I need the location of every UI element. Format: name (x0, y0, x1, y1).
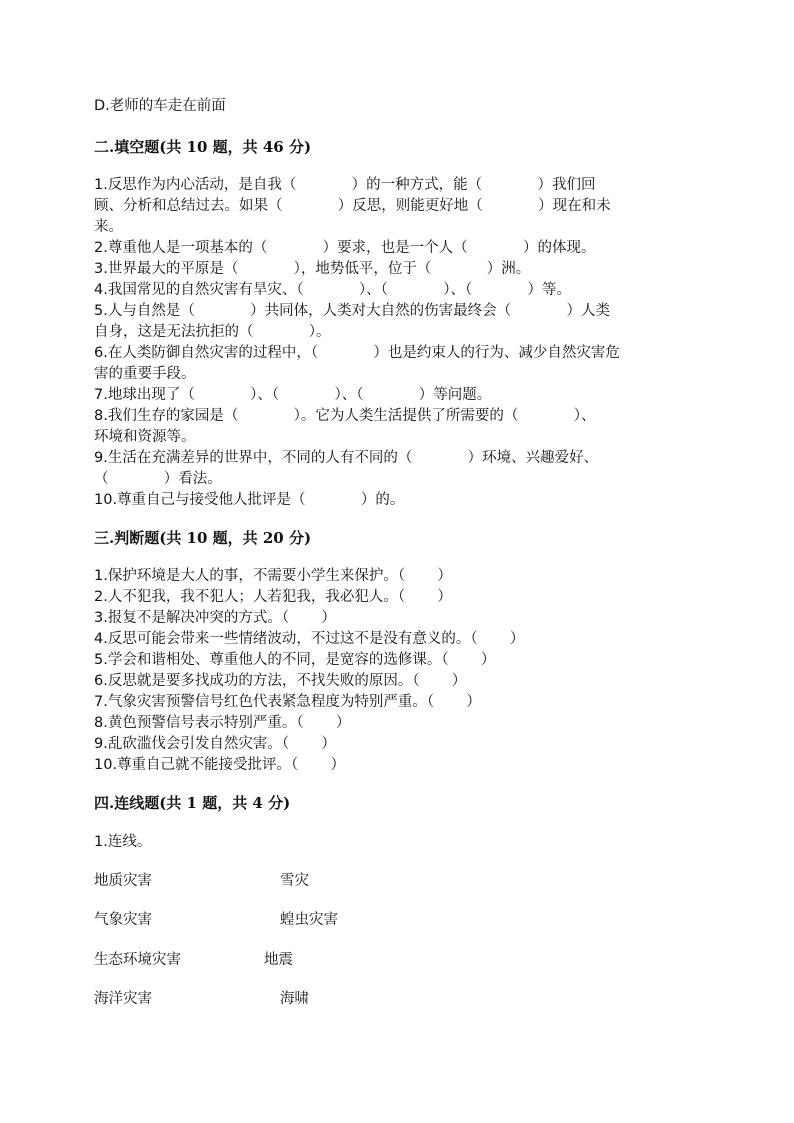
judge-line: 3.报复不是解决冲突的方式。（ ） (94, 610, 336, 626)
fill-line: 2.尊重他人是一项基本的（ ）要求，也是一个人（ ）的体现。 (94, 240, 596, 256)
fill-line: 顾、分析和总结过去。如果（ ）反思，则能更好地（ ）现在和未 (94, 198, 611, 214)
judge-line: 1.保护环境是大人的事，不需要小学生来保护。（ ） (94, 568, 452, 584)
match-left-item: 地质灾害 (94, 873, 152, 889)
section-4-title: 四.连线题(共 1 题，共 4 分) (94, 794, 291, 812)
judge-line: 4.反思可能会带来一些情绪波动，不过这不是没有意义的。（ ） (94, 631, 525, 647)
fill-line: 来。 (94, 219, 123, 235)
fill-line: 自身，这是无法抗拒的（ ）。 (94, 324, 331, 340)
judge-line: 7.气象灾害预警信号红色代表紧急程度为特别严重。（ ） (94, 694, 481, 710)
fill-line: 9.生活在充满差异的世界中，不同的人有不同的（ ）环境、兴趣爱好、 (94, 450, 599, 466)
previous-option-d: D.老师的车走在前面 (94, 98, 226, 114)
fill-line: （ ）看法。 (94, 471, 222, 487)
match-right-item: 雪灾 (280, 873, 309, 889)
judge-line: 10.尊重自己就不能接受批评。（ ） (94, 757, 346, 773)
judge-line: 8.黄色预警信号表示特别严重。（ ） (94, 715, 351, 731)
judge-line: 5.学会和谐相处、尊重他人的不同，是宽容的选修课。（ ） (94, 652, 496, 668)
judge-line: 9.乱砍滥伐会引发自然灾害。（ ） (94, 736, 336, 752)
fill-line: 3.世界最大的平原是（ ），地势低平，位于（ ）洲。 (94, 261, 531, 277)
match-left-item: 生态环境灾害 (94, 952, 181, 968)
fill-line: 1.反思作为内心活动，是自我（ ）的一种方式，能（ ）我们回 (94, 177, 596, 193)
fill-line: 害的重要手段。 (94, 366, 196, 382)
fill-line: 环境和资源等。 (94, 429, 196, 445)
matching-question: 1.连线。 (94, 834, 152, 850)
match-right-item: 地震 (264, 952, 293, 968)
fill-line: 5.人与自然是（ ）共同体，人类对大自然的伤害最终会（ ）人类 (94, 303, 610, 319)
section-2-title: 二.填空题(共 10 题，共 46 分) (94, 138, 312, 156)
fill-line: 10.尊重自己与接受他人批评是（ ）的。 (94, 492, 405, 508)
match-right-item: 海啸 (280, 991, 309, 1007)
section-3-title: 三.判断题(共 10 题，共 20 分) (94, 529, 312, 547)
fill-line: 7.地球出现了（ ）、（ ）、（ ）等问题。 (94, 387, 492, 403)
judge-line: 6.反思就是要多找成功的方法，不找失败的原因。（ ） (94, 673, 467, 689)
match-left-item: 气象灾害 (94, 912, 152, 928)
match-right-item: 蝗虫灾害 (280, 912, 338, 928)
fill-line: 4.我国常见的自然灾害有旱灾、（ ）、（ ）、（ ）等。 (94, 282, 572, 298)
fill-line: 8.我们生存的家园是（ ）。它为人类生活提供了所需要的（ ）、 (94, 408, 596, 424)
fill-line: 6.在人类防御自然灾害的过程中，（ ）也是约束人的行为、减少自然灾害危 (94, 345, 620, 361)
judge-line: 2.人不犯我，我不犯人；人若犯我，我必犯人。（ ） (94, 589, 452, 605)
match-left-item: 海洋灾害 (94, 991, 152, 1007)
